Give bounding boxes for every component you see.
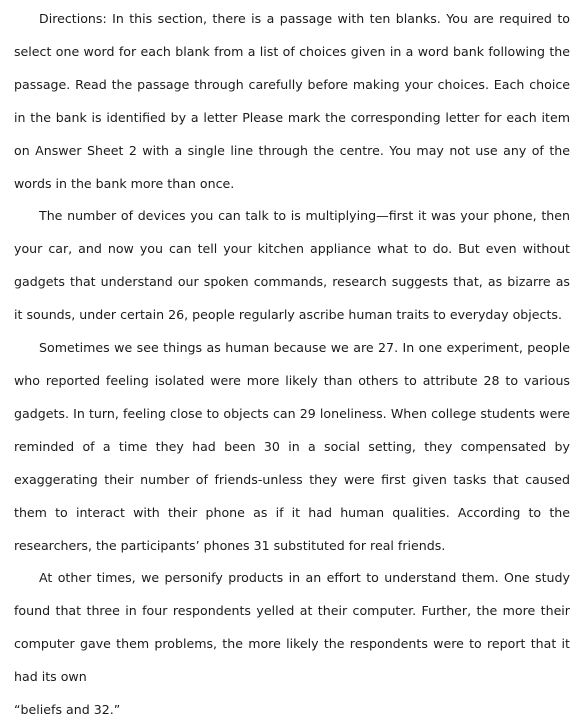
directions-paragraph: Directions: In this section, there is a passage with ten blanks. You are required to select one word for each blank from a list of choices given in a word bank following the passage. Read the passage through carefully before making your choices. Each choice in the bank is identified by a letter Please mark the corresponding letter for each item on Answer Sheet 2 with a single line through the centre. You may not use any of the words in the bank more than once. <box>14 11 570 191</box>
document-page <box>14 3 570 727</box>
passage-paragraph-3: At other times, we personify products in an effort to understand them. One study found that three in four respondents yelled at their computer. Further, the more their computer gave them problems, the more likely the respondents were to report that it had its own <box>14 570 570 685</box>
passage-paragraph-2: Sometimes we see things as human because we are 27. In one experiment, people who reported feeling isolated were more likely than others to attribute 28 to various gadgets. In turn, feeling close to objects can 29 loneliness. When college students were reminded of a time they had been 30 in a social setting, they compensated by exaggerating their number of friends-unless they were first given tasks that caused them to interact with their phone as if it had human qualities. According to the researchers, the participants’ phones 31 substituted for real friends. <box>14 340 570 553</box>
passage-paragraph-3-end: “beliefs and 32.” <box>14 702 121 718</box>
passage-paragraph-1: The number of devices you can talk to is multiplying—first it was your phone, then your car, and now you can tell your kitchen appliance what to do. But even without gadgets that understand our spoken commands, research suggests that, as bizarre as it sounds, under certain 26, people regularly ascribe human traits to everyday objects. <box>14 208 570 323</box>
